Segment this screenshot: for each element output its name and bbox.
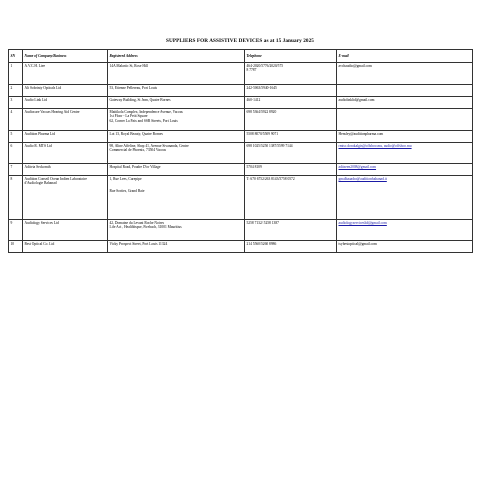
header-address: Registered Address [108, 50, 245, 63]
cell-telephone [245, 97, 337, 109]
cell-address [108, 241, 245, 253]
cell-company-name: Best Optical Co. Ltd [23, 241, 108, 253]
address-line: Vicky Prospect Street, Port Louis 11324 [109, 242, 168, 246]
table-header-row [9, 50, 473, 63]
cell-sn: 4 [9, 109, 23, 131]
telephone-line: 5508 8070/5509 9071 [246, 132, 279, 136]
address-line: 1, Rue Lees, Curepipe [109, 177, 142, 181]
cell-telephone [245, 164, 337, 176]
cell-sn: 9 [9, 220, 23, 241]
address-line: Lot 13, Royal Beauty, Quatre Bornes [109, 132, 163, 136]
telephone-line: 698 1025/5250 1387/5599 7144 [246, 144, 293, 148]
cell-company-name: Audiology Services Ltd [23, 220, 108, 241]
cell-telephone [245, 176, 337, 220]
cell-company-name: Audition Pharma Ltd [23, 131, 108, 143]
cell-sn: 5 [9, 131, 23, 143]
cell-email [337, 85, 473, 97]
address-line: Commercial de Phoenix, 73504 Vacoas [109, 148, 167, 153]
cell-telephone [245, 131, 337, 143]
table-row [9, 241, 473, 253]
table-row [9, 63, 473, 85]
cell-email [337, 97, 473, 109]
cell-telephone [245, 241, 337, 253]
cell-email [337, 109, 473, 131]
address-line: 62, Corner La Paix and SSR Streets, Port Louis [109, 118, 178, 123]
page-title: SUPPLIERS FOR ASSISTIVE DEVICES as at 15 January 2025 [166, 38, 314, 44]
telephone-line: 460-1412 [246, 98, 261, 102]
cell-email [337, 63, 473, 85]
address-line: Rue Sorties, Grand Baie [109, 189, 145, 194]
address-line: 14A Malartic St, Rose Hill [109, 64, 148, 68]
address-line: 53, Etienne Pellereau, Port Louis [109, 86, 158, 90]
cell-telephone [245, 63, 337, 85]
cell-sn: 7 [9, 164, 23, 176]
address-line: Life Act , Healthbspse, Firebach, 31001 Mauritius [109, 225, 182, 230]
table-row [9, 143, 473, 164]
cell-company-name: A.V.C.H. Ltee [23, 63, 108, 85]
cell-address [108, 176, 245, 220]
address-line: 42, Domaine du Levant Roche Noires [109, 221, 164, 225]
email-text: avchaudio@gmail.com [338, 64, 372, 68]
table-row [9, 131, 473, 143]
header-sn: SN [9, 50, 23, 63]
telephone-line: 8 7787 [246, 68, 257, 73]
telephone-line: 214 5560/5260 8986 [246, 242, 277, 246]
table-body [9, 63, 473, 253]
table-row [9, 109, 473, 131]
table-row [9, 164, 473, 176]
cell-address [108, 63, 245, 85]
suppliers-table [8, 49, 473, 253]
cell-address [108, 164, 245, 176]
cell-email [337, 241, 473, 253]
address-line: Gateway Building, St Jean, Quatre Bornes [109, 98, 171, 102]
cell-telephone [245, 109, 337, 131]
cell-address [108, 85, 245, 97]
address-line: Mattikola Complex, Independence Avenue, Vacoas [109, 110, 183, 114]
telephone-line: 5704 8109 [246, 165, 262, 169]
cell-telephone [245, 143, 337, 164]
cell-company-name: Audition Conseil Ocean Indien Laboratoire d'Audiologie Bahanad [23, 176, 108, 220]
cell-company-name: Audiocare Vacoas Hearing Aid Centre [23, 109, 108, 131]
cell-sn: 10 [9, 241, 23, 253]
cell-email [337, 176, 473, 220]
table-row [9, 97, 473, 109]
cell-company-name: Audio Link Ltd [23, 97, 108, 109]
cell-address [108, 109, 245, 131]
cell-sn: 1 [9, 63, 23, 85]
cell-address [108, 220, 245, 241]
telephone-line: T: 670 6752/263 8143/5758 0572 [246, 177, 295, 181]
address-line: Hospital Road, Poudre D'or Village [109, 165, 161, 169]
cell-address [108, 143, 245, 164]
telephone-line: 464-2020/5776/2020/575 [246, 64, 284, 68]
cell-sn: 8 [9, 176, 23, 220]
cell-address [108, 97, 245, 109]
cell-email [337, 164, 473, 176]
cell-company-name: Aditvia Seckomth [23, 164, 108, 176]
email-link[interactable]: audiologyservicesltd@gmail.com [338, 221, 387, 225]
email-link[interactable]: aditseen2008@gmail.com [338, 165, 377, 169]
cell-email [337, 131, 473, 143]
cell-sn: 3 [9, 97, 23, 109]
table-row [9, 85, 473, 97]
address-line [110, 181, 243, 189]
cell-company-name: Audio R. MTS Ltd [23, 143, 108, 164]
email-text: audiolinkltd@gmail.com [338, 98, 375, 102]
table-row [9, 176, 473, 220]
header-email: E-mail [337, 50, 473, 63]
email-text: tsybestoptical@gmail.com [338, 242, 377, 246]
telephone-line: 5258 7132/ 5258 1387 [246, 221, 279, 225]
email-text: Hensley@auditionpharma.com [338, 132, 384, 136]
header-name: Name of Company/Business [23, 50, 108, 63]
email-link[interactable]: gmalbaaadra@auditionbahanad.it [338, 177, 387, 181]
address-line: 98, Aline Affeline, Shop 41, Avenue Sivananda, Centre [109, 144, 189, 148]
cell-telephone [245, 85, 337, 97]
cell-sn: 2 [9, 85, 23, 97]
telephone-line: 242-5063/5940-1645 [246, 86, 277, 90]
cell-sn: 6 [9, 143, 23, 164]
email-link[interactable]: rmtsc.dorakalgis@offshoo.mu, audio@offshoo.mu [338, 144, 412, 148]
header-telephone: Telephone [245, 50, 337, 63]
cell-address [108, 131, 245, 143]
cell-email [337, 143, 473, 164]
cell-email [337, 220, 473, 241]
address-line: 1st Floor - La Petit Square [109, 114, 148, 119]
telephone-line: 698 5364/5922 8920 [246, 110, 277, 114]
cell-company-name: Alt Sobrinty Opticals Ltd [23, 85, 108, 97]
table-row [9, 220, 473, 241]
cell-telephone [245, 220, 337, 241]
